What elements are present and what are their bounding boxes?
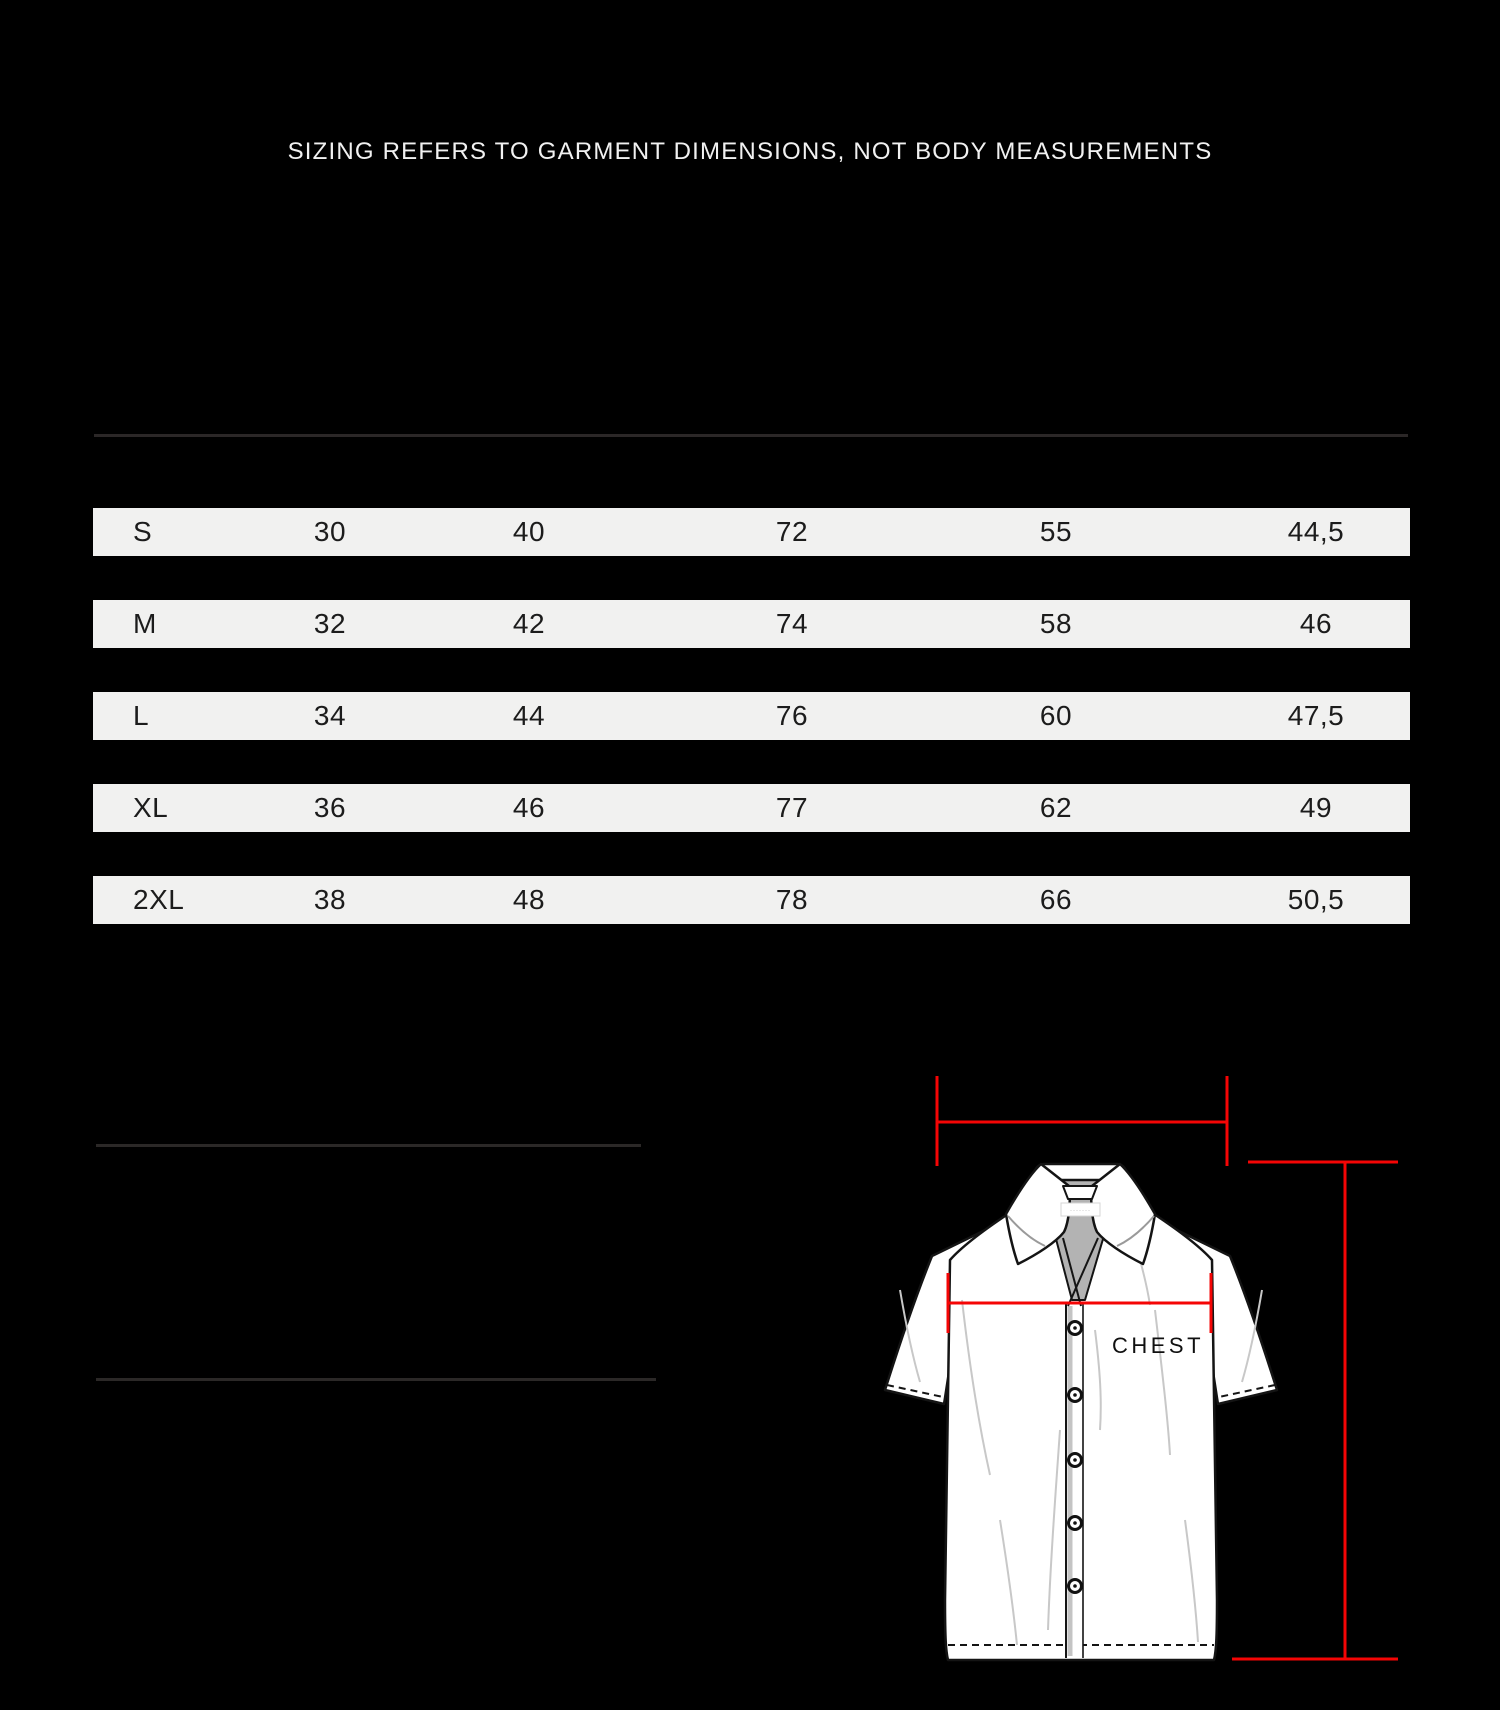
size-value: 36	[313, 792, 347, 823]
size-value: 76	[775, 700, 809, 731]
size-label: L	[133, 700, 150, 731]
size-value: 78	[775, 884, 809, 915]
size-value: 40	[512, 516, 546, 547]
length-measure-line	[1232, 1162, 1398, 1659]
size-value: 30	[313, 516, 347, 547]
size-value: 32	[313, 608, 347, 639]
size-value: 46	[512, 792, 546, 823]
shoulder-measure-line	[937, 1076, 1227, 1166]
size-label: M	[133, 608, 157, 639]
size-value: 48	[512, 884, 546, 915]
size-value: 47,5	[1287, 700, 1345, 731]
placket	[1066, 1302, 1083, 1658]
size-value: 72	[775, 516, 809, 547]
shirt-illustration	[885, 1164, 1277, 1660]
size-value: 60	[1039, 700, 1073, 731]
size-label: 2XL	[133, 884, 185, 915]
size-value: 77	[775, 792, 809, 823]
table-top-border	[94, 434, 1408, 437]
size-label: S	[133, 516, 153, 547]
table-row	[93, 600, 1410, 648]
table-row	[93, 784, 1410, 832]
size-value: 50,5	[1287, 884, 1345, 915]
legend-divider-line-1	[96, 1144, 641, 1147]
legend-divider-line-2	[96, 1378, 656, 1381]
size-value: 74	[775, 608, 809, 639]
size-value: 44,5	[1287, 516, 1345, 547]
table-row	[93, 508, 1410, 556]
shirt-measurement-diagram	[850, 1050, 1420, 1710]
size-value: 66	[1039, 884, 1073, 915]
size-value: 34	[313, 700, 347, 731]
size-value: 42	[512, 608, 546, 639]
sizing-notice-text: SIZING REFERS TO GARMENT DIMENSIONS, NOT BODY MEASUREMENTS	[287, 138, 1213, 165]
size-value: 55	[1039, 516, 1073, 547]
brand-label-illegible-text: ·······	[1070, 1208, 1091, 1214]
chest-label: CHEST	[1111, 1333, 1205, 1358]
size-value: 58	[1039, 608, 1073, 639]
hanger-loop-icon	[1063, 1186, 1097, 1199]
size-label: XL	[133, 792, 169, 823]
table-row	[93, 692, 1410, 740]
size-value: 62	[1039, 792, 1073, 823]
table-row	[93, 876, 1410, 924]
size-value: 44	[512, 700, 546, 731]
size-value: 38	[313, 884, 347, 915]
size-value: 46	[1299, 608, 1333, 639]
size-value: 49	[1299, 792, 1333, 823]
